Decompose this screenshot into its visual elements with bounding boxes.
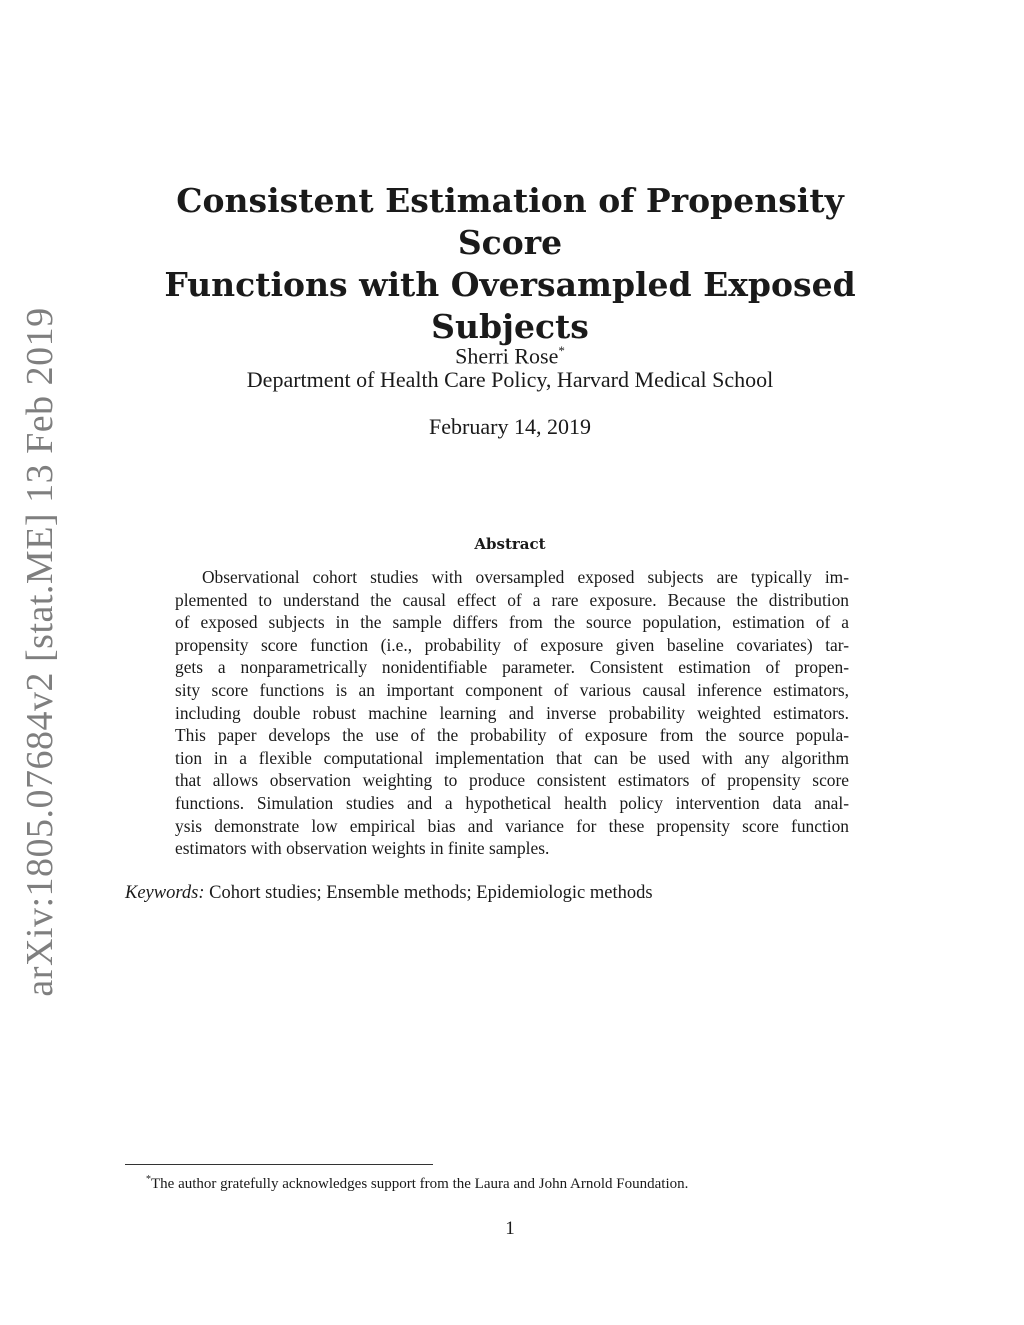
abstract-line: gets a nonparametrically nonidentifiable parameter. Consistent estimation of propen- — [175, 657, 849, 678]
abstract-line: estimators with observation weights in finite samples. — [175, 838, 550, 859]
author-name: Sherri Rose — [455, 343, 559, 369]
title-line: Subjects — [431, 307, 589, 346]
page-number: 1 — [505, 1218, 515, 1239]
keywords-label: Keywords: — [125, 883, 205, 903]
abstract-body — [175, 566, 849, 860]
abstract-line: Observational cohort studies with oversampled exposed subjects are typically im- — [202, 567, 849, 587]
title-line: Functions with Oversampled Exposed — [164, 265, 856, 304]
abstract-line: ysis demonstrate low empirical bias and variance for these propensity score function — [175, 815, 849, 836]
footnote-mark: * — [146, 1174, 151, 1185]
paper-title — [130, 180, 890, 348]
author-footnote-mark: * — [558, 343, 565, 358]
abstract-line: that allows observation weighting to produce consistent estimators of propensity score — [175, 770, 849, 791]
footnote — [146, 1170, 906, 1194]
footnote-text: The author gratefully acknowledges support from the Laura and John Arnold Foundation. — [151, 1176, 689, 1192]
abstract-line: sity score functions is an important component of various causal inference estimators, — [175, 679, 849, 700]
keywords-text: Cohort studies; Ensemble methods; Epidemiologic methods — [209, 883, 653, 903]
abstract-line: of exposed subjects in the sample differs from the source population, estimation of a — [175, 612, 849, 633]
abstract-line: including double robust machine learning and inverse probability weighted estimators. — [175, 702, 849, 723]
abstract-line: propensity score function (i.e., probability of exposure given baseline covariates) tar- — [175, 634, 849, 655]
author-affiliation: Department of Health Care Policy, Harvard Medical School — [246, 367, 774, 392]
abstract-line: plemented to understand the causal effect of a rare exposure. Because the distribution — [175, 589, 849, 610]
publication-date: February 14, 2019 — [429, 414, 591, 439]
keywords-line — [125, 880, 905, 906]
footnote-divider — [125, 1164, 433, 1165]
abstract-heading: Abstract — [474, 535, 546, 553]
abstract-line: This paper develops the use of the probability of exposure from the source popula- — [175, 725, 849, 746]
abstract-line: functions. Simulation studies and a hypothetical health policy intervention data anal- — [175, 792, 849, 813]
title-line: Consistent Estimation of Propensity Score — [176, 181, 844, 262]
abstract-line: tion in a flexible computational implementation that can be used with any algorithm — [175, 747, 849, 768]
arxiv-identifier-stamp: arXiv:1805.07684v2 [stat.ME] 13 Feb 2019 — [19, 307, 61, 997]
